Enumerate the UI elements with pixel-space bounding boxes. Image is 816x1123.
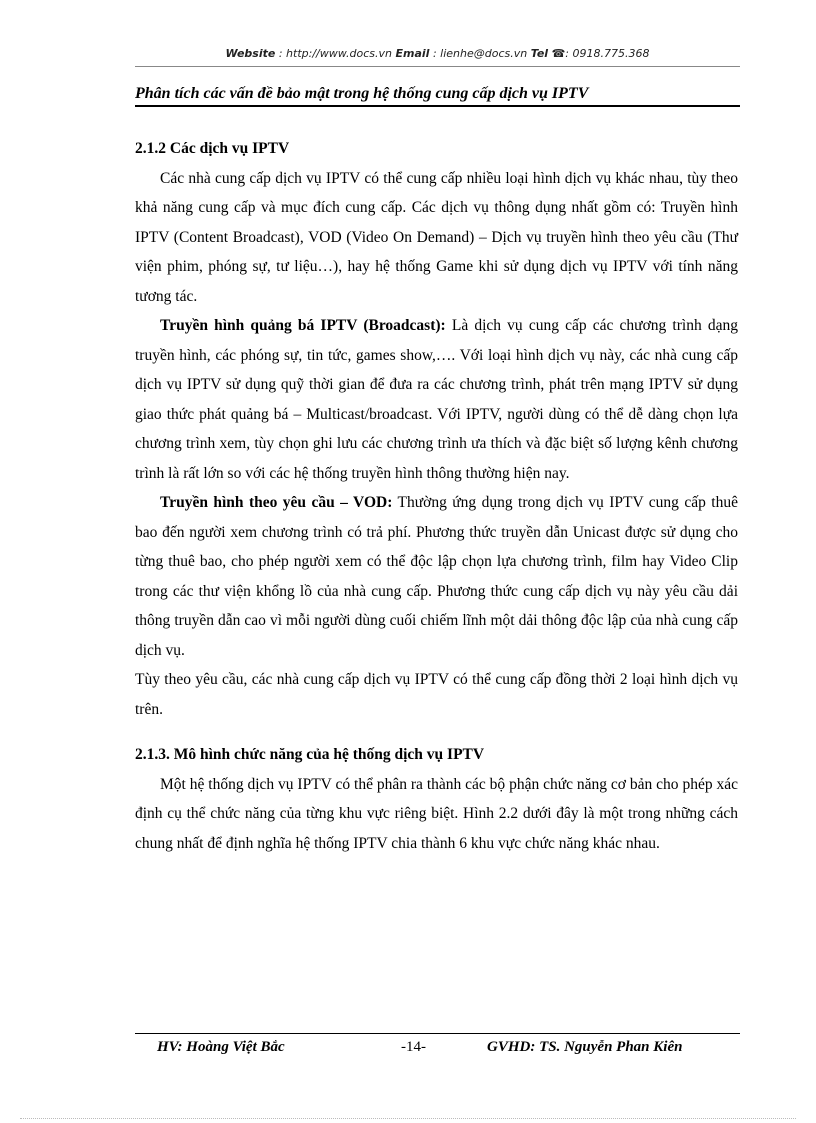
- title-underline: [135, 105, 740, 107]
- header-divider: [135, 66, 740, 67]
- tel-label: Tel: [530, 47, 549, 60]
- paragraph-text: Thường ứng dụng trong dịch vụ IPTV cung cấp thuê bao đến người xem chương trình có trả phí. Phương thức truyền dẫn Unicast được sử dụng cho từng thuê bao, cho phép người xem có thể độc lập chọn lựa chương trình, film hay Video Clip trong các thư viện khổng lồ của nhà cung cấp. Phương thức cung cấp dịch vụ này yêu cầu dải thông truyền dẫn cao vì mỗi người dùng cuối chiếm lĩnh một dải thông độc lập của nhà cung cấp dịch vụ.: [135, 494, 738, 659]
- phone-icon: ☎: [551, 47, 566, 60]
- footer-advisor: GVHD: TS. Nguyễn Phan Kiên: [487, 1039, 683, 1055]
- paragraph-broadcast: [135, 311, 738, 488]
- section-heading-2-1-3: 2.1.3. Mô hình chức năng của hệ thống dịch vụ IPTV: [135, 746, 485, 763]
- page-edge: [20, 1118, 796, 1119]
- term-vod: Truyền hình theo yêu cầu – VOD:: [160, 494, 393, 511]
- page-body: [135, 134, 738, 858]
- page-number: -14-: [401, 1039, 426, 1055]
- paragraph: Các nhà cung cấp dịch vụ IPTV có thể cung cấp nhiều loại hình dịch vụ khác nhau, tùy theo khả năng cung cấp và mục đích cung cấp. Các dịch vụ thông dụng nhất gồm có: Truyền hình IPTV (Content Broadcast), VOD (Video On Demand) – Dịch vụ truyền hình theo yêu cầu (Thư viện phim, phóng sự, tư liệu…), hay hệ thống Game khi sử dụng dịch vụ IPTV với tính năng tương tác.: [135, 169, 738, 305]
- paragraph: Một hệ thống dịch vụ IPTV có thể phân ra thành các bộ phận chức năng cơ bản cho phép xác định cụ thể chức năng của từng khu vực riêng biệt. Hình 2.2 dưới đây là một trong những cách chung nhất để định nghĩa hệ thống IPTV chia thành 6 khu vực chức năng khác nhau.: [135, 775, 738, 852]
- page-header-contact: [135, 47, 740, 60]
- tel-value: : 0918.775.368: [565, 47, 650, 60]
- email-label: Email: [395, 47, 430, 60]
- footer-divider: [135, 1033, 740, 1034]
- website-value[interactable]: : http://www.docs.vn: [278, 47, 393, 60]
- term-broadcast: Truyền hình quảng bá IPTV (Broadcast):: [160, 317, 446, 334]
- website-label: Website: [225, 47, 276, 60]
- email-value[interactable]: : lienhe@docs.vn: [432, 47, 528, 60]
- paragraph-vod: [135, 488, 738, 665]
- paragraph-text: Là dịch vụ cung cấp các chương trình dạng truyền hình, các phóng sự, tin tức, games show,…. Với loại hình dịch vụ này, các nhà cung cấp dịch vụ IPTV sử dụng quỹ thời gian để đưa ra các chương trình, phát trên mạng IPTV sử dụng giao thức phát quảng bá – Multicast/broadcast. Với IPTV, người dùng có thể dễ dàng chọn lựa chương trình xem, tùy chọn ghi lưu các chương trình ưa thích và đặc biệt số lượng kênh chương trình là rất lớn so với các hệ thống truyền hình thông thường hiện nay.: [135, 317, 738, 482]
- section-heading-2-1-2: 2.1.2 Các dịch vụ IPTV: [135, 140, 290, 157]
- document-title: Phân tích các vấn đề bảo mật trong hệ thống cung cấp dịch vụ IPTV: [135, 85, 589, 102]
- footer-author: HV: Hoàng Việt Bắc: [157, 1039, 285, 1055]
- paragraph: Tùy theo yêu cầu, các nhà cung cấp dịch vụ IPTV có thể cung cấp đồng thời 2 loại hình dịch vụ trên.: [135, 671, 738, 718]
